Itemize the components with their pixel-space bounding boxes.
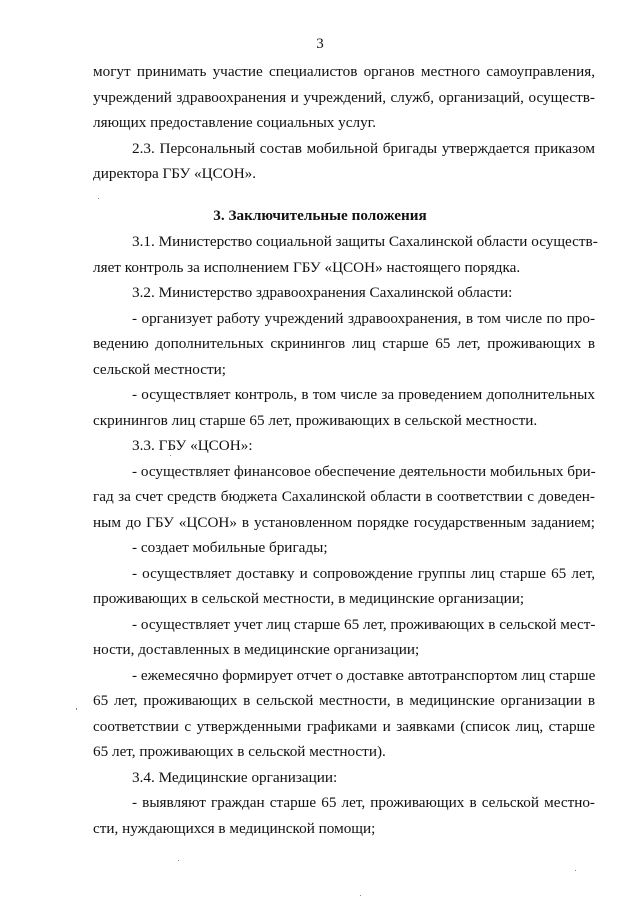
text-line: 3.1. Министерство социальной защиты Сахалинской области осуществ- [132,233,598,250]
text-line: ности, доставленных в медицинские организации; [93,641,420,658]
scan-speck [360,895,361,896]
scan-speck [76,708,77,710]
text-line: сельской местности; [93,361,226,378]
scan-speck [98,198,99,199]
section-heading: 3. Заключительные положения [213,207,427,224]
text-line: - ежемесячно формирует отчет о доставке автотранспортом лиц старше [132,667,596,684]
text-line: соответствии с утвержденными графиками и заявками (список лиц, старше [93,718,595,735]
text-line: - осуществляет учет лиц старше 65 лет, проживающих в сельской мест- [132,616,596,633]
scan-speck [170,455,171,456]
text-line: учреждений здравоохранения и учреждений, служб, организаций, осуществ- [93,89,595,106]
text-line: ным до ГБУ «ЦСОН» в установленном порядке государственным заданием; [93,514,595,531]
text-line: - создает мобильные бригады; [132,539,328,556]
page-number: 3 [316,36,324,52]
text-line: сти, нуждающихся в медицинской помощи; [93,820,376,837]
text-line: ведению дополнительных скринингов лиц старше 65 лет, проживающих в [93,335,595,352]
text-line: могут принимать участие специалистов органов местного самоуправления, [93,63,595,80]
text-line: 3.2. Министерство здравоохранения Сахалинской области: [132,284,513,301]
text-line: ляет контроль за исполнением ГБУ «ЦСОН» настоящего порядка. [93,259,521,276]
text-line: - организует работу учреждений здравоохранения, в том числе по про- [132,310,595,327]
text-line: ляющих предоставление социальных услуг. [93,114,376,131]
text-line: 65 лет, проживающих в сельской местности). [93,743,386,760]
text-line: проживающих в сельской местности, в медицинские организации; [93,590,525,607]
scan-speck [575,870,576,871]
text-line: гад за счет средств бюджета Сахалинской области в соответствии с доведен- [93,488,595,505]
text-line: 65 лет, проживающих в сельской местности, в медицинские организации в [93,692,595,709]
scan-speck [178,860,179,861]
text-line: - выявляют граждан старше 65 лет, проживающих в сельской местно- [132,794,595,811]
text-line: 3.4. Медицинские организации: [132,769,338,786]
text-line: - осуществляет финансовое обеспечение деятельности мобильных бри- [132,463,596,480]
text-line: директора ГБУ «ЦСОН». [93,165,257,182]
text-line: - осуществляет контроль, в том числе за проведением дополнительных [132,386,595,403]
text-line: 3.3. ГБУ «ЦСОН»: [132,437,253,454]
text-line: скринингов лиц старше 65 лет, проживающих в сельской местности. [93,412,538,429]
text-line: 2.3. Персональный состав мобильной бригады утверждается приказом [132,140,595,157]
text-line: - осуществляет доставку и сопровождение группы лиц старше 65 лет, [132,565,595,582]
